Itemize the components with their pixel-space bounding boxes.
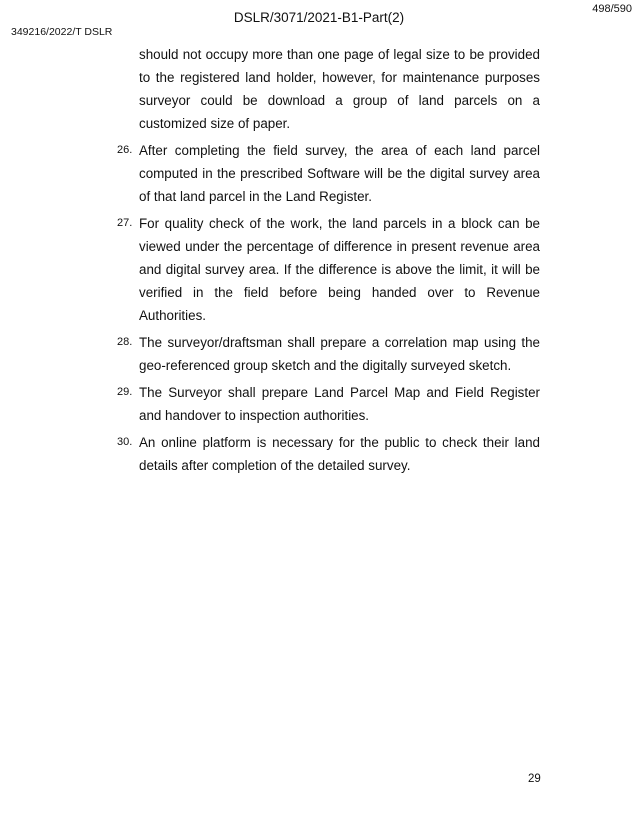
list-item-text: The surveyor/draftsman shall prepare a correlation map using the geo-referenced group sketch and the digitally surveyed sketch. — [139, 335, 540, 373]
list-item-number: 29. — [117, 386, 133, 398]
document-body — [117, 43, 540, 481]
list-item-number: 30. — [117, 436, 133, 448]
document-reference: DSLR/3071/2021-B1-Part(2) — [233, 10, 405, 25]
page-counter: 498/590 — [592, 3, 632, 15]
list-item-text: After completing the field survey, the area of each land parcel computed in the prescribed Software will be the digital survey area of that land parcel in the Land Register. — [139, 143, 540, 204]
list-item-text: The Surveyor shall prepare Land Parcel Map and Field Register and handover to inspection authorities. — [139, 385, 540, 423]
list-item-text: For quality check of the work, the land parcels in a block can be viewed under the percentage of difference in present revenue area and digital survey area. If the difference is above the limit, it will be verified in the field before being handed over to Revenue Authorities. — [139, 216, 540, 323]
list-item-number: 27. — [117, 217, 133, 229]
continuation-paragraph: should not occupy more than one page of legal size to be provided to the registered land holder, however, for maintenance purposes surveyor could be download a group of land parcels on a customized size of paper. — [139, 47, 540, 131]
list-item-number: 28. — [117, 336, 133, 348]
list-item — [117, 381, 540, 427]
list-item — [117, 431, 540, 477]
page-number: 29 — [528, 773, 541, 785]
list-item — [117, 139, 540, 208]
list-item — [117, 212, 540, 327]
list-item — [117, 331, 540, 377]
file-reference: 349216/2022/T DSLR — [11, 26, 113, 38]
list-item-number: 26. — [117, 144, 133, 156]
list-item-text: An online platform is necessary for the public to check their land details after completion of the detailed survey. — [139, 435, 540, 473]
